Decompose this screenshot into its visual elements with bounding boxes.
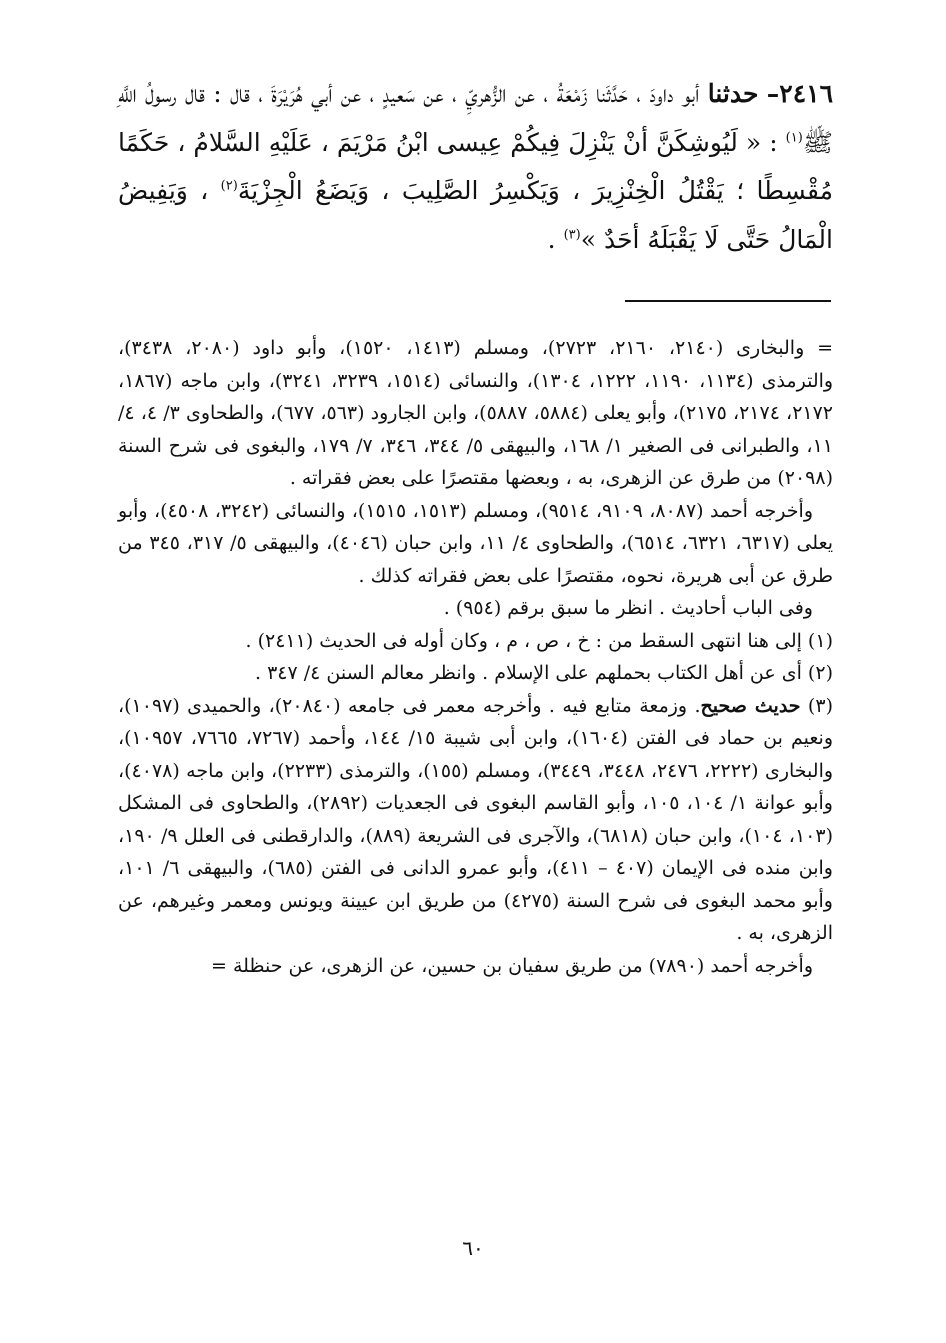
footnote-continuation: = والبخارى (٢١٤٠، ٢١٦٠، ٢٧٢٣)، ومسلم (١٤١٣، ١٥٢٠)، وأبو داود (٢٠٨٠، ٣٤٣٨)، والترمذى (١١٣٤، ١١٩٠، ١٢٢٢، ١٣٠٤)، والنسائى (١٥١٤، ٣٢٣٩، ٣٢٤١)، وابن ماجه (١٨٦٧، ٢١٧٢، ٢١٧٤، ٢١٧٥)، وأبو يعلى (٥٨٨٤، ٥٨٨٧)، وابن الجارود (٥٦٣، ٦٧٧)، والطحاوى ٣/ ٤، ٤/ ١١، والطبرانى فى الصغير ١/ ١٦٨، والبيهقى ٥/ ٣٤٤، ٣٤٦، ٧/ ١٧٩، والبغوى فى شرح السنة (٢٠٩٨) من طرق عن الزهرى، به ، وبعضها مقتصرًا على بعض فقراته . — [118, 337, 834, 489]
footnote-ahmad-paragraph-2: وأخرجه أحمد (٧٨٩٠) من طريق سفيان بن حسين، عن الزهرى، عن حنظلة = — [210, 954, 813, 977]
page-number: ٦٠ — [462, 1236, 484, 1260]
footnotes — [118, 332, 833, 982]
footnote-ref-1: (١) — [785, 130, 803, 146]
footnote-separator — [625, 300, 831, 302]
footnote-3-grade: حديث صحيح — [700, 694, 801, 717]
hadith-text-part3: ، وَيَفِيضُ الْمَالُ حَتَّى لَا يَقْبَلَهُ أحَدٌ » — [118, 176, 833, 254]
footnote-3-text: . وزمعة متابع فيه . وأخرجه معمر فى جامعه (٢٠٨٤٠)، والحميدى (١٠٩٧)، ونعيم بن حماد فى الفتن (١٦٠٤)، وابن أبى شيبة ١٥/ ١٤٤، وأحمد (٧٢٦٧، ٧٦٦٥، ١٠٩٥٧)، والبخارى (٢٢٢٢، ٢٤٧٦، ٣٤٤٨، ٣٤٤٩)، ومسلم (١٥٥)، والترمذى (٢٢٣٣)، وابن ماجه (٤٠٧٨)، وأبو عوانة ١/ ١٠٤، ١٠٥، وأبو القاسم البغوى فى الجعديات (٢٨٩٢)، والطحاوى فى المشكل (١٠٣، ١٠٤)، وابن حبان (٦٨١٨)، والآجرى فى الشريعة (٨٨٩)، والدارقطنى فى العلل ٩/ ١٩٠، وابن منده فى الإيمان (٤٠٧ – ٤١١)، وأبو عمرو الدانى فى الفتن (٦٨٥)، والبيهقى ٦/ ١٠١، وأبو محمد البغوى فى شرح السنة (٤٢٧٥) من طريق ابن عيينة ويونس ومعمر وغيرهم، عن الزهرى، به . — [118, 694, 834, 944]
footnote-ahmad-paragraph: وأخرجه أحمد (٨٠٨٧، ٩١٠٩، ٩٥١٤)، ومسلم (١٥١٣، ١٥١٥)، والنسائى (٣٢٤٢، ٤٥٠٨)، وأبو يعلى (٦٣١٧، ٦٣٢١، ٦٥١٤)، والطحاوى ٤/ ١١، وابن حبان (٤٠٤٦)، والبيهقى ٥/ ٣١٧، ٣٤٥ من طرق عن أبى هريرة، نحوه، مقتصرًا على بعض فقراته كذلك . — [118, 499, 834, 587]
footnote-3-number: (٣) — [807, 694, 833, 717]
hadith-text — [118, 70, 833, 264]
footnote-ref-3: (٣) — [563, 227, 581, 243]
footnote-3 — [118, 690, 833, 950]
hadith-number: ٢٤١٦– — [766, 79, 833, 108]
footnote-ref-2: (٢) — [220, 178, 238, 194]
hadith-text-part1: أبو داودَ ، حَدَّثَنا زَمْعَةُ ، عن الزُّهريِّ ، عن سَعيدٍ ، عن أبي هُرَيْرَةَ ، قال : قال رسولُ اللَّهِ ﷺ — [118, 79, 833, 157]
hadith-text-part2: : « لَيُوشِكَنَّ أنْ يَنْزِلَ فِيكُمْ عِيسى ابْنُ مَرْيَمَ ، عَلَيْهِ السَّلامُ ، حَكَمًا مُقْسِطًا ؛ يَقْتُلُ الْخِنْزِيرَ ، وَيَكْسِرُ الصَّلِيبَ ، وَيَضَعُ الْجِزْيَةَ — [118, 127, 834, 205]
hadith-chain-head: حدثنا — [707, 79, 759, 108]
footnote-in-chapter: وفى الباب أحاديث . انظر ما سبق برقم (٩٥٤) . — [443, 597, 813, 619]
hadith-text-end: . — [547, 224, 564, 254]
footnote-2: (٢) أى عن أهل الكتاب بحملهم على الإسلام . وانظر معالم السنن ٤/ ٣٤٧ . — [255, 662, 833, 684]
footnote-1: (١) إلى هنا انتهى السقط من : خ ، ص ، م ، وكان أوله فى الحديث (٢٤١١) . — [245, 629, 833, 652]
